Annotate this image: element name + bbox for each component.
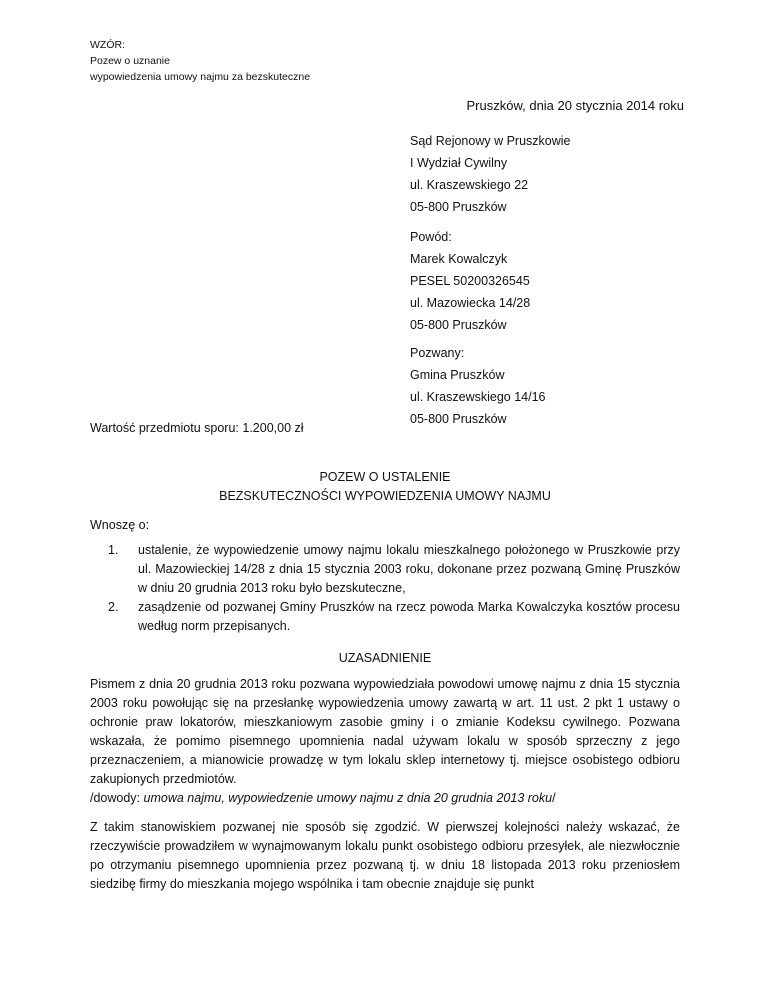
header-line-1: WZÓR: xyxy=(90,39,125,51)
evidence-items: umowa najmu, wypowiedzenie umowy najmu z dnia 20 grudnia 2013 roku xyxy=(143,791,553,805)
defendant-street: ul. Kraszewskiego 14/16 xyxy=(410,390,546,404)
claim-text: zasądzenie od pozwanej Gminy Pruszków na rzecz powoda Marka Kowalczyka kosztów procesu według norm przepisanych. xyxy=(138,600,680,633)
list-item xyxy=(90,598,680,636)
defendant-city: 05-800 Pruszków xyxy=(410,412,507,426)
title-line-2: BEZSKUTECZNOŚCI WYPOWIEDZENIA UMOWY NAJMU xyxy=(219,489,551,503)
claim-number: 2. xyxy=(108,600,119,614)
justification-heading: UZASADNIENIE xyxy=(338,651,432,665)
header-line-3: wypowiedzenia umowy najmu za bezskuteczne xyxy=(90,71,311,83)
title-line-1: POZEW O USTALENIE xyxy=(319,470,451,484)
plaintiff-city: 05-800 Pruszków xyxy=(410,318,507,332)
evidence-line xyxy=(90,789,556,808)
evidence-suffix: / xyxy=(552,791,556,805)
justification-paragraph-2: Z takim stanowiskiem pozwanej nie sposób się zgodzić. W pierwszej kolejności należy wskazać, że rzeczywiście prowadziłem w wynajmowanym lokalu punkt osobistego odbioru przesyłek, ale niezwłocznie po otrzymaniu pisemnego upomnienia przez pozwaną tj. w dniu 18 listopada 2013 roku przeniosłem siedzibę firmy do mieszkania mojego wspólnika i tam obecnie znajduje się punkt xyxy=(90,820,680,891)
court-name: Sąd Rejonowy w Pruszkowie xyxy=(410,134,571,148)
document-title xyxy=(90,468,680,506)
template-header xyxy=(90,37,310,85)
court-division: I Wydział Cywilny xyxy=(410,156,508,170)
claim-number: 1. xyxy=(108,543,119,557)
defendant-label: Pozwany: xyxy=(410,346,465,360)
claim-text: ustalenie, że wypowiedzenie umowy najmu lokalu mieszkalnego położonego w Pruszkowie przy ul. Mazowieckiej 14/28 z dnia 15 stycznia 2003 roku, dokonane przez pozwaną Gminę Pruszków w dniu 20 grudnia 2013 roku było bezskuteczne, xyxy=(138,543,680,595)
evidence-prefix: /dowody: xyxy=(90,791,144,805)
plaintiff-label: Powód: xyxy=(410,230,452,244)
plaintiff-name: Marek Kowalczyk xyxy=(410,252,508,266)
justification-paragraph-1: Pismem z dnia 20 grudnia 2013 roku pozwana wypowiedziała powodowi umowę najmu z dnia 15 stycznia 2003 roku powołując się na przesłankę wypowiedzenia umowy zawartą w art. 11 ust. 2 pkt 1 ustawy o ochronie praw lokatorów, mieszkaniowym zasobie gminy i o zmianie Kodeksu cywilnego. Pozwana wskazała, że pomimo pisemnego upomnienia nadal używam lokalu w sposób sprzeczny z jego przeznaczeniem, a mianowicie prowadzę w tym lokalu sklep internetowy tj. miejsce osobistego odbioru zakupionych przedmiotów. xyxy=(90,677,680,786)
claim-value: Wartość przedmiotu sporu: 1.200,00 zł xyxy=(90,421,304,435)
plaintiff-block xyxy=(410,226,530,336)
plaintiff-pesel: PESEL 50200326545 xyxy=(410,274,530,288)
place-date: Pruszków, dnia 20 stycznia 2014 roku xyxy=(466,98,684,113)
list-item xyxy=(90,541,680,598)
plaintiff-street: ul. Mazowiecka 14/28 xyxy=(410,296,531,310)
header-line-2: Pozew o uznanie xyxy=(90,55,170,67)
defendant-block xyxy=(410,342,546,430)
court-street: ul. Kraszewskiego 22 xyxy=(410,178,529,192)
court-city: 05-800 Pruszków xyxy=(410,200,507,214)
court-address xyxy=(410,130,571,218)
claims-list xyxy=(90,541,680,636)
defendant-name: Gmina Pruszków xyxy=(410,368,505,382)
request-intro: Wnoszę o: xyxy=(90,518,150,532)
